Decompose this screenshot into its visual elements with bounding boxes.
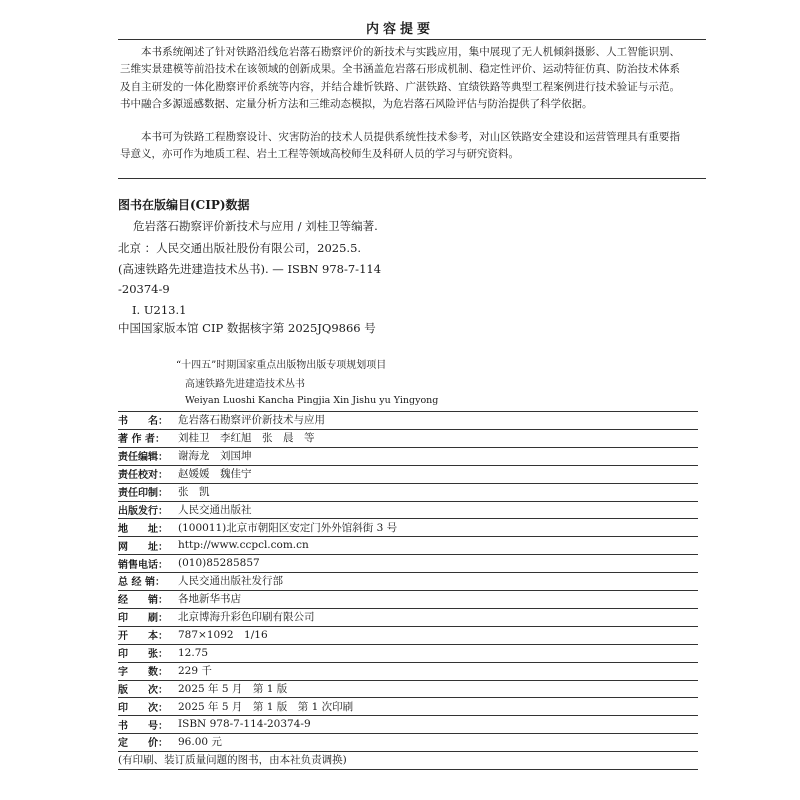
title-divider [118, 39, 706, 40]
cip-line-1: 危岩落石勘察评价新技术与应用 / 刘桂卫等编著. [133, 219, 378, 233]
info-row-edition [118, 679, 397, 697]
row-divider [118, 680, 698, 681]
row-divider [118, 429, 698, 430]
series-name-line: 高速铁路先进建造技术丛书 [185, 379, 305, 390]
info-row-phone [118, 554, 397, 572]
row-divider [118, 608, 698, 609]
row-divider [118, 733, 698, 734]
row-divider [118, 411, 698, 412]
info-row-publisher [118, 500, 397, 518]
cip-heading: 图书在版编目(CIP)数据 [118, 198, 250, 212]
row-divider [118, 590, 698, 591]
row-divider [118, 662, 698, 663]
info-row-format [118, 626, 397, 644]
info-value: 刘桂卫 李红旭 张 晨 等 [178, 432, 315, 445]
info-value: 96.00 元 [178, 736, 222, 749]
info-value: 人民交通出版社发行部 [178, 575, 283, 588]
row-divider [118, 465, 698, 466]
info-row-address [118, 518, 397, 536]
info-value: 人民交通出版社 [178, 503, 252, 516]
summary-paragraph-1: 本书系统阐述了针对铁路沿线危岩落石勘察评价的新技术与实践应用，集中展现了无人机倾斜摄影、人工智能识别、三维实景建模等前沿技术在该领域的创新成果。全书涵盖危岩落石形成机制、稳定性评价、运动特征仿真、防治技术体系及自主研发的一体化勘察评价系统等内容，并结合雄忻铁路、广湛铁路、宜绩铁路等典型工程案例进行技术验证与示范。书中融合多源遥感数据、定量分析方法和三维动态模拟，为危岩落石风险评估与防治提供了科学依据。 [120, 46, 680, 111]
row-divider [118, 697, 698, 698]
info-value: 12.75 [178, 646, 209, 659]
info-value: 2025 年 5 月 第 1 版 [178, 682, 288, 695]
row-divider [118, 447, 698, 448]
info-value: 赵媛媛 魏佳宁 [178, 468, 252, 481]
row-divider [118, 554, 698, 555]
info-value: 谢海龙 刘国坤 [178, 450, 252, 463]
info-label: 字 数： [118, 666, 168, 678]
info-row-printing-manager [118, 483, 397, 501]
info-label: 版 次： [118, 684, 168, 696]
info-label: 责任校对： [118, 470, 168, 482]
info-row-author [118, 429, 397, 447]
series-pinyin-title: Weiyan Luoshi Kancha Pingjia Xin Jishu yu Yingyong [185, 395, 439, 406]
info-label: 出版发行： [118, 505, 168, 517]
series-project-line: “十四五”时期国家重点出版物出版专项规划项目 [176, 360, 387, 371]
info-label: 责任印制： [118, 488, 168, 499]
footer-note: (有印刷、装订质量问题的图书，由本社负责调换) [118, 754, 347, 767]
info-value: ISBN 978-7-114-20374-9 [178, 718, 311, 731]
info-row-retailer [118, 590, 397, 608]
info-row-sheets [118, 644, 397, 662]
row-divider [118, 572, 698, 573]
row-divider [118, 626, 698, 627]
summary-title: 内容提要 [365, 22, 434, 37]
info-label: 著 作 者： [118, 434, 165, 446]
info-value: 787×1092 1/16 [178, 629, 268, 642]
row-divider [118, 769, 698, 770]
info-label: 书 号： [118, 720, 168, 732]
info-row-distributor [118, 572, 397, 590]
info-label: 地 址： [118, 523, 168, 535]
cip-line-2: 北京 ：人民交通出版社股份有限公司，2025.5. [118, 241, 362, 255]
info-label: 印 张： [118, 649, 168, 661]
info-value: (010)85285857 [178, 557, 260, 570]
info-label: 经 销： [118, 595, 168, 607]
row-divider [118, 644, 698, 645]
info-value: http://www.ccpcl.com.cn [178, 539, 309, 552]
info-label: 书 名： [118, 416, 168, 428]
info-row-word-count [118, 661, 397, 679]
row-divider [118, 501, 698, 502]
info-row-proofreader [118, 465, 397, 483]
info-row-title [118, 411, 397, 429]
info-value: 2025 年 5 月 第 1 版 第 1 次印刷 [178, 700, 354, 713]
info-value: 229 千 [178, 664, 212, 677]
info-label: 总 经 销： [118, 577, 165, 589]
summary-divider [118, 178, 706, 179]
row-divider [118, 483, 698, 484]
row-divider [118, 751, 698, 752]
info-row-isbn [118, 715, 397, 733]
publication-info [118, 411, 397, 769]
info-label: 销售电话： [118, 559, 168, 571]
row-divider [118, 518, 698, 519]
info-label: 责任编辑： [118, 452, 168, 464]
cip-line-3: (高速铁路先进建造技术丛书). — ISBN 978-7-114 [118, 262, 382, 276]
info-label: 印 次： [118, 702, 168, 714]
cip-line-5: Ⅰ. U213.1 [132, 303, 187, 317]
info-value: 各地新华书店 [178, 593, 241, 606]
info-row-website [118, 536, 397, 554]
row-divider [118, 536, 698, 537]
info-label: 开 本： [118, 631, 168, 643]
info-value: 张 凯 [178, 486, 210, 498]
info-value: 危岩落石勘察评价新技术与应用 [178, 414, 325, 427]
info-label: 定 价： [118, 738, 168, 750]
cip-line-4: -20374-9 [118, 282, 170, 296]
summary-paragraph-2: 本书可为铁路工程勘察设计、灾害防治的技术人员提供系统性技术参考，对山区铁路安全建设和运营管理具有重要指导意义，亦可作为地质工程、岩土工程等领域高校师生及科研人员的学习与研究资料。 [120, 131, 680, 161]
info-row-printer [118, 608, 397, 626]
info-row-editor [118, 447, 397, 465]
cip-line-6: 中国国家版本馆 CIP 数据核字第 2025JQ9866 号 [118, 321, 376, 335]
info-label: 印 刷： [118, 613, 168, 625]
info-value: 北京博海升彩色印刷有限公司 [178, 611, 315, 624]
info-value: (100011)北京市朝阳区安定门外外馆斜街 3 号 [178, 521, 398, 534]
info-row-price [118, 733, 397, 751]
info-row-impression [118, 697, 397, 715]
info-label: 网 址： [118, 541, 168, 553]
row-divider [118, 715, 698, 716]
